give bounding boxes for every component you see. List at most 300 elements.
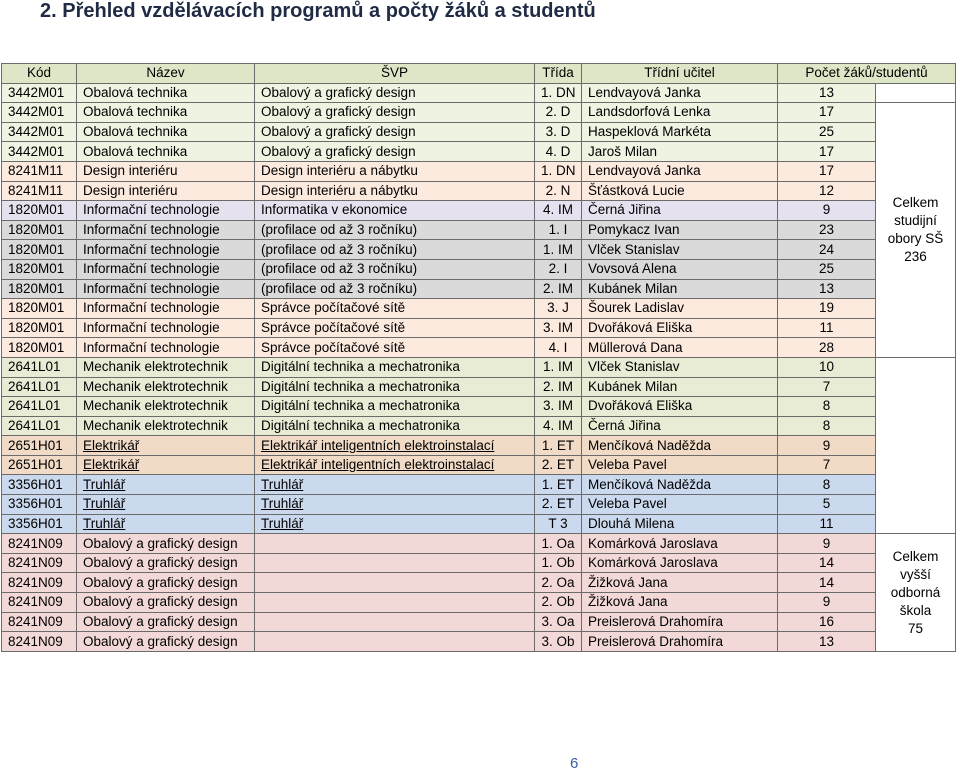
cell-nazev-text: Truhlář xyxy=(83,476,126,492)
cell-kod-text: 2641L01 xyxy=(8,359,61,375)
cell-nazev-text: Obalový a grafický design xyxy=(83,555,238,571)
cell-kod xyxy=(2,220,77,240)
cell-pocet xyxy=(778,573,876,593)
cell-pocet xyxy=(778,475,876,495)
header-nazev: Název xyxy=(77,64,255,84)
cell-pocet-text: 19 xyxy=(818,300,835,316)
cell-trida xyxy=(535,436,582,456)
cell-ucitel xyxy=(582,318,778,338)
cell-nazev xyxy=(77,181,255,201)
cell-svp-text: Digitální technika a mechatronika xyxy=(261,378,460,394)
cell-kod xyxy=(2,612,77,632)
cell-svp xyxy=(255,455,535,475)
cell-pocet-text: 17 xyxy=(818,163,835,179)
cell-trida xyxy=(535,299,582,319)
cell-ucitel xyxy=(582,357,778,377)
cell-trida-text: 2. D xyxy=(545,104,571,120)
cell-kod xyxy=(2,259,77,279)
cell-trida xyxy=(535,161,582,181)
cell-pocet xyxy=(778,338,876,358)
cell-kod-text: 8241N09 xyxy=(8,594,63,610)
cell-nazev xyxy=(77,240,255,260)
cell-trida xyxy=(535,83,582,103)
cell-kod xyxy=(2,161,77,181)
cell-nazev-text: Obalový a grafický design xyxy=(83,535,238,551)
cell-trida xyxy=(535,279,582,299)
cell-trida-text: 1. DN xyxy=(541,84,576,100)
cell-kod xyxy=(2,436,77,456)
cell-nazev xyxy=(77,357,255,377)
cell-ucitel-text: Vlček Stanislav xyxy=(588,241,680,257)
cell-kod xyxy=(2,534,77,554)
cell-pocet xyxy=(778,495,876,515)
cell-kod-text: 8241M11 xyxy=(8,182,64,198)
table-row xyxy=(2,553,956,573)
cell-svp-text: Obalový a grafický design xyxy=(261,104,416,120)
cell-svp xyxy=(255,338,535,358)
cell-nazev-text: Informační technologie xyxy=(83,300,220,316)
cell-nazev xyxy=(77,299,255,319)
table-row xyxy=(2,259,956,279)
cell-kod-text: 8241N09 xyxy=(8,613,63,629)
cell-ucitel xyxy=(582,455,778,475)
cell-ucitel-text: Vovsová Alena xyxy=(588,261,677,277)
cell-pocet xyxy=(778,181,876,201)
cell-nazev-text: Informační technologie xyxy=(83,339,220,355)
cell-kod-text: 1820M01 xyxy=(8,339,65,355)
cell-ucitel-text: Lendvayová Janka xyxy=(588,163,701,179)
table-row xyxy=(2,475,956,495)
cell-nazev xyxy=(77,259,255,279)
cell-pocet xyxy=(778,220,876,240)
cell-pocet-text: 8 xyxy=(822,398,831,414)
cell-pocet-text: 7 xyxy=(822,457,831,473)
table-row xyxy=(2,103,956,123)
cell-trida xyxy=(535,357,582,377)
table-row xyxy=(2,83,956,103)
cell-nazev-text: Obalový a grafický design xyxy=(83,613,238,629)
cell-ucitel-text: Haspeklová Markéta xyxy=(588,124,712,140)
cell-trida-text: 1. IM xyxy=(542,241,573,257)
cell-nazev xyxy=(77,632,255,652)
cell-trida xyxy=(535,201,582,221)
cell-kod xyxy=(2,142,77,162)
cell-kod-text: 2651H01 xyxy=(8,457,63,473)
table-row xyxy=(2,240,956,260)
cell-nazev xyxy=(77,534,255,554)
cell-nazev xyxy=(77,612,255,632)
cell-svp-text: Truhlář xyxy=(261,476,304,492)
cell-kod-text: 3356H01 xyxy=(8,496,63,512)
cell-kod-text: 1820M01 xyxy=(8,320,65,336)
cell-svp-text: (profilace od až 3 ročníku) xyxy=(261,280,418,296)
cell-pocet xyxy=(778,318,876,338)
cell-trida xyxy=(535,553,582,573)
cell-trida-text: 4. D xyxy=(545,143,571,159)
cell-ucitel xyxy=(582,514,778,534)
cell-ucitel-text: Černá Jiřina xyxy=(588,417,661,433)
table-row xyxy=(2,455,956,475)
cell-pocet-text: 13 xyxy=(818,84,835,100)
cell-svp-text: Elektrikář inteligentních elektroinstalací xyxy=(261,437,495,453)
cell-nazev-text: Obalový a grafický design xyxy=(83,574,238,590)
cell-ucitel-text: Veleba Pavel xyxy=(588,496,667,512)
cell-nazev xyxy=(77,573,255,593)
cell-pocet-text: 23 xyxy=(818,222,835,238)
cell-pocet xyxy=(778,632,876,652)
cell-nazev-text: Mechanik elektrotechnik xyxy=(83,359,228,375)
cell-trida-text: 3. IM xyxy=(542,320,573,336)
cell-ucitel xyxy=(582,534,778,554)
table-row xyxy=(2,181,956,201)
cell-ucitel-text: Kubánek Milan xyxy=(588,280,678,296)
cell-pocet-text: 14 xyxy=(818,574,835,590)
cell-ucitel xyxy=(582,612,778,632)
cell-ucitel xyxy=(582,181,778,201)
cell-svp xyxy=(255,259,535,279)
cell-nazev xyxy=(77,514,255,534)
cell-ucitel xyxy=(582,593,778,613)
table-row xyxy=(2,299,956,319)
cell-kod xyxy=(2,514,77,534)
cell-trida xyxy=(535,377,582,397)
cell-nazev xyxy=(77,220,255,240)
cell-svp xyxy=(255,181,535,201)
cell-ucitel xyxy=(582,299,778,319)
cell-nazev xyxy=(77,416,255,436)
cell-nazev-text: Informační technologie xyxy=(83,280,220,296)
cell-trida-text: 2. I xyxy=(548,261,568,277)
cell-kod xyxy=(2,318,77,338)
cell-nazev xyxy=(77,455,255,475)
cell-svp xyxy=(255,377,535,397)
cell-svp xyxy=(255,201,535,221)
cell-kod xyxy=(2,593,77,613)
cell-trida xyxy=(535,142,582,162)
cell-pocet-text: 13 xyxy=(818,633,835,649)
cell-ucitel xyxy=(582,338,778,358)
cell-svp-text: Design interiéru a nábytku xyxy=(261,182,418,198)
summary-label: Celkem studijní obory SŠ xyxy=(887,195,944,247)
cell-ucitel-text: Menčíková Naděžda xyxy=(588,437,712,453)
cell-pocet-text: 25 xyxy=(818,261,835,277)
cell-ucitel-text: Dlouhá Milena xyxy=(588,515,675,531)
cell-pocet xyxy=(778,553,876,573)
cell-svp-text: Digitální technika a mechatronika xyxy=(261,398,460,414)
cell-kod-text: 1820M01 xyxy=(8,300,65,316)
cell-pocet-text: 13 xyxy=(818,280,835,296)
cell-ucitel-text: Vlček Stanislav xyxy=(588,359,680,375)
cell-svp xyxy=(255,514,535,534)
cell-ucitel xyxy=(582,83,778,103)
table-header-row xyxy=(2,64,956,84)
cell-pocet xyxy=(778,416,876,436)
cell-svp xyxy=(255,122,535,142)
cell-nazev-text: Mechanik elektrotechnik xyxy=(83,378,228,394)
cell-svp xyxy=(255,240,535,260)
cell-pocet-text: 9 xyxy=(822,535,831,551)
cell-nazev-text: Design interiéru xyxy=(83,163,178,179)
cell-kod xyxy=(2,397,77,417)
cell-pocet-text: 9 xyxy=(822,437,831,453)
cell-nazev-text: Obalová technika xyxy=(83,84,188,100)
cell-trida-text: 2. Ob xyxy=(541,594,575,610)
cell-nazev-text: Elektrikář xyxy=(83,457,140,473)
cell-ucitel-text: Komárková Jaroslava xyxy=(588,555,718,571)
cell-nazev-text: Obalový a grafický design xyxy=(83,633,238,649)
cell-svp xyxy=(255,220,535,240)
cell-pocet xyxy=(778,612,876,632)
cell-svp-text: Informatika v ekonomice xyxy=(261,202,408,218)
cell-nazev-text: Informační technologie xyxy=(83,241,220,257)
cell-ucitel-text: Dvořáková Eliška xyxy=(588,320,693,336)
cell-nazev xyxy=(77,377,255,397)
table-row xyxy=(2,161,956,181)
cell-ucitel-text: Pomykacz Ivan xyxy=(588,222,680,238)
cell-nazev xyxy=(77,142,255,162)
cell-trida-text: 2. IM xyxy=(542,378,573,394)
cell-trida-text: 2. ET xyxy=(541,496,575,512)
cell-ucitel-text: Müllerová Dana xyxy=(588,339,683,355)
cell-nazev xyxy=(77,83,255,103)
cell-svp-text: Správce počítačové sítě xyxy=(261,339,406,355)
cell-ucitel xyxy=(582,495,778,515)
cell-ucitel xyxy=(582,220,778,240)
cell-trida xyxy=(535,455,582,475)
cell-pocet xyxy=(778,142,876,162)
table-row xyxy=(2,201,956,221)
header-pocet: Počet žáků/studentů xyxy=(778,64,956,84)
cell-ucitel xyxy=(582,436,778,456)
cell-svp-text: Truhlář xyxy=(261,496,304,512)
cell-kod-text: 1820M01 xyxy=(8,280,65,296)
cell-svp xyxy=(255,397,535,417)
cell-svp xyxy=(255,573,535,593)
cell-pocet-text: 5 xyxy=(822,496,831,512)
cell-kod-text: 2641L01 xyxy=(8,417,61,433)
cell-pocet xyxy=(778,279,876,299)
cell-trida-text: 3. Ob xyxy=(541,633,575,649)
cell-svp-text: Elektrikář inteligentních elektroinstalací xyxy=(261,457,495,473)
cell-pocet xyxy=(778,455,876,475)
cell-pocet-text: 9 xyxy=(822,594,831,610)
cell-ucitel-text: Šourek Ladislav xyxy=(588,300,685,316)
cell-trida xyxy=(535,318,582,338)
summary-value: 236 xyxy=(904,249,927,265)
table-row xyxy=(2,397,956,417)
cell-trida xyxy=(535,181,582,201)
cell-pocet-text: 28 xyxy=(818,339,835,355)
cell-pocet xyxy=(778,201,876,221)
cell-kod xyxy=(2,632,77,652)
cell-svp xyxy=(255,299,535,319)
cell-kod-text: 8241N09 xyxy=(8,555,63,571)
cell-nazev-text: Obalová technika xyxy=(83,104,188,120)
cell-kod-text: 3356H01 xyxy=(8,476,63,492)
cell-svp-text: Digitální technika a mechatronika xyxy=(261,359,460,375)
cell-kod xyxy=(2,299,77,319)
header-ucitel: Třídní učitel xyxy=(582,64,778,84)
cell-trida-text: T 3 xyxy=(548,515,568,531)
cell-ucitel-text: Žižková Jana xyxy=(588,594,668,610)
cell-trida-text: 4. IM xyxy=(542,417,573,433)
cell-trida-text: 3. J xyxy=(547,300,569,316)
cell-nazev-text: Design interiéru xyxy=(83,182,178,198)
cell-trida-text: 1. I xyxy=(548,222,568,238)
cell-svp-text: Obalový a grafický design xyxy=(261,124,416,140)
summary-empty xyxy=(876,357,956,533)
cell-pocet-text: 17 xyxy=(818,143,835,159)
cell-pocet xyxy=(778,593,876,613)
table-row xyxy=(2,338,956,358)
cell-kod xyxy=(2,279,77,299)
cell-svp xyxy=(255,612,535,632)
cell-ucitel xyxy=(582,142,778,162)
cell-kod-text: 1820M01 xyxy=(8,261,65,277)
cell-svp-text: Obalový a grafický design xyxy=(261,143,416,159)
cell-pocet xyxy=(778,240,876,260)
summary-cell xyxy=(876,534,956,652)
cell-ucitel-text: Lendvayová Janka xyxy=(588,84,701,100)
cell-nazev-text: Informační technologie xyxy=(83,320,220,336)
page-title: 2. Přehled vzdělávacích programů a počty žáků a studentů xyxy=(40,0,596,22)
cell-ucitel xyxy=(582,201,778,221)
cell-kod-text: 2641L01 xyxy=(8,398,61,414)
cell-ucitel-text: Menčíková Naděžda xyxy=(588,476,712,492)
table-row xyxy=(2,514,956,534)
cell-nazev xyxy=(77,201,255,221)
cell-kod-text: 8241M11 xyxy=(8,163,64,179)
cell-svp-text: (profilace od až 3 ročníku) xyxy=(261,241,418,257)
cell-nazev-text: Obalová technika xyxy=(83,124,188,140)
cell-trida-text: 2. N xyxy=(545,182,571,198)
cell-nazev xyxy=(77,436,255,456)
cell-kod-text: 1820M01 xyxy=(8,202,65,218)
cell-ucitel xyxy=(582,122,778,142)
cell-nazev-text: Mechanik elektrotechnik xyxy=(83,417,228,433)
cell-pocet xyxy=(778,514,876,534)
cell-ucitel xyxy=(582,475,778,495)
table-row xyxy=(2,318,956,338)
cell-pocet xyxy=(778,436,876,456)
cell-trida xyxy=(535,495,582,515)
cell-trida-text: 2. ET xyxy=(541,457,575,473)
cell-nazev-text: Obalová technika xyxy=(83,143,188,159)
cell-ucitel xyxy=(582,397,778,417)
cell-kod-text: 8241N09 xyxy=(8,574,63,590)
cell-ucitel xyxy=(582,573,778,593)
cell-pocet-text: 9 xyxy=(822,202,831,218)
cell-svp xyxy=(255,357,535,377)
cell-svp-text: Správce počítačové sítě xyxy=(261,300,406,316)
cell-ucitel-text: Jaroš Milan xyxy=(588,143,658,159)
cell-ucitel xyxy=(582,553,778,573)
cell-kod xyxy=(2,573,77,593)
cell-trida xyxy=(535,103,582,123)
cell-trida-text: 2. Oa xyxy=(541,574,575,590)
cell-svp-text: Design interiéru a nábytku xyxy=(261,163,418,179)
table-row xyxy=(2,612,956,632)
cell-nazev xyxy=(77,593,255,613)
cell-trida xyxy=(535,220,582,240)
cell-ucitel-text: Šťástková Lucie xyxy=(588,182,685,198)
cell-svp xyxy=(255,495,535,515)
summary-label: Celkem vyšší odborná škola xyxy=(890,548,941,618)
cell-kod xyxy=(2,103,77,123)
cell-trida-text: 4. IM xyxy=(542,202,573,218)
cell-kod xyxy=(2,181,77,201)
cell-pocet-text: 8 xyxy=(822,476,831,492)
table-row xyxy=(2,377,956,397)
cell-kod xyxy=(2,416,77,436)
cell-ucitel-text: Preislerová Drahomíra xyxy=(588,633,724,649)
table-row xyxy=(2,122,956,142)
table-row xyxy=(2,632,956,652)
cell-trida xyxy=(535,573,582,593)
cell-trida-text: 1. ET xyxy=(541,437,575,453)
page-number: 6 xyxy=(570,755,579,772)
cell-pocet xyxy=(778,83,876,103)
cell-trida xyxy=(535,416,582,436)
cell-nazev xyxy=(77,318,255,338)
cell-trida xyxy=(535,632,582,652)
cell-ucitel-text: Komárková Jaroslava xyxy=(588,535,718,551)
cell-nazev xyxy=(77,103,255,123)
cell-svp-text: Obalový a grafický design xyxy=(261,84,416,100)
cell-ucitel xyxy=(582,240,778,260)
cell-ucitel-text: Veleba Pavel xyxy=(588,457,667,473)
cell-svp-text: (profilace od až 3 ročníku) xyxy=(261,261,418,277)
cell-trida-text: 3. IM xyxy=(542,398,573,414)
cell-ucitel xyxy=(582,416,778,436)
cell-ucitel xyxy=(582,279,778,299)
cell-svp xyxy=(255,416,535,436)
cell-svp xyxy=(255,475,535,495)
header-svp: ŠVP xyxy=(255,64,535,84)
cell-nazev-text: Truhlář xyxy=(83,515,126,531)
cell-kod xyxy=(2,455,77,475)
cell-svp xyxy=(255,279,535,299)
cell-pocet-text: 11 xyxy=(819,515,834,531)
cell-trida xyxy=(535,259,582,279)
table-row xyxy=(2,357,956,377)
cell-kod-text: 2641L01 xyxy=(8,378,61,394)
cell-trida xyxy=(535,240,582,260)
cell-kod xyxy=(2,201,77,221)
cell-trida-text: 1. Oa xyxy=(541,535,575,551)
cell-nazev-text: Elektrikář xyxy=(83,437,140,453)
cell-svp xyxy=(255,553,535,573)
cell-nazev-text: Obalový a grafický design xyxy=(83,594,238,610)
cell-kod-text: 8241N09 xyxy=(8,633,63,649)
cell-kod-text: 3442M01 xyxy=(8,104,65,120)
cell-trida-text: 1. IM xyxy=(542,359,573,375)
cell-kod-text: 3356H01 xyxy=(8,515,63,531)
cell-svp-text: (profilace od až 3 ročníku) xyxy=(261,222,418,238)
cell-kod xyxy=(2,338,77,358)
cell-svp xyxy=(255,318,535,338)
cell-trida-text: 1. Ob xyxy=(541,555,575,571)
cell-kod xyxy=(2,475,77,495)
cell-pocet xyxy=(778,534,876,554)
cell-ucitel xyxy=(582,632,778,652)
cell-nazev xyxy=(77,495,255,515)
table-row xyxy=(2,279,956,299)
cell-ucitel xyxy=(582,161,778,181)
cell-kod xyxy=(2,357,77,377)
summary-cell xyxy=(876,103,956,358)
programs-table xyxy=(1,63,956,652)
